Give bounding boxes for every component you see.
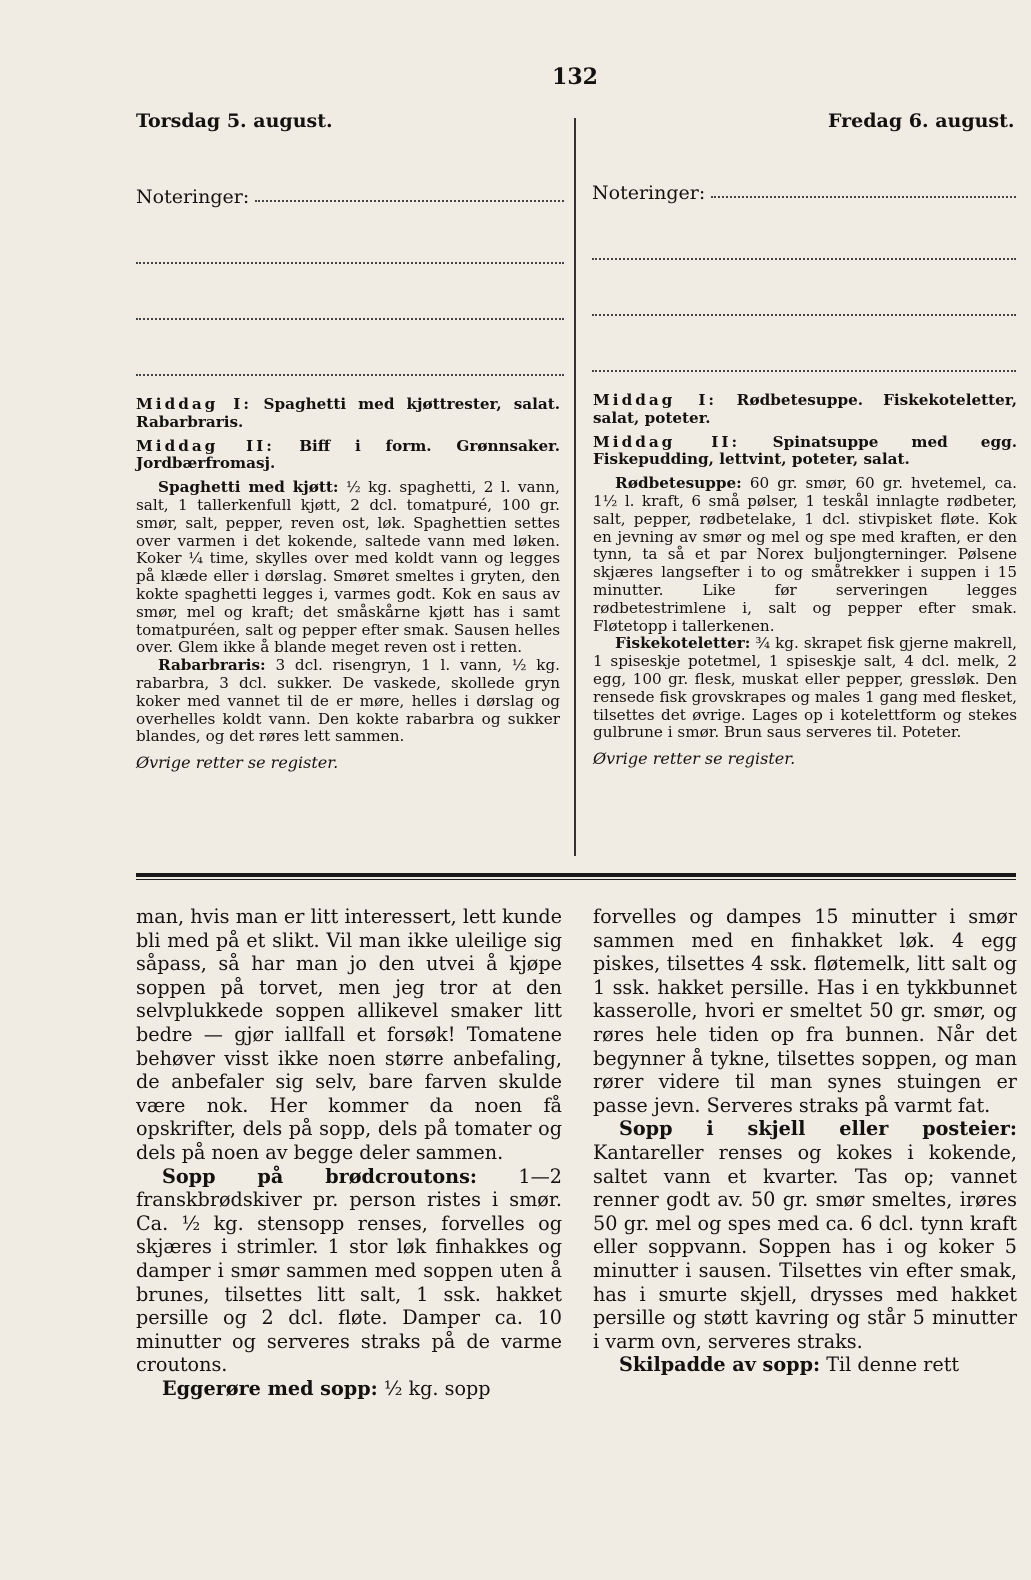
recipe-title: Spaghetti med kjøtt: [158,478,339,497]
day-heading-left: Torsdag 5. august. [136,110,333,132]
recipe-text: 1—2 franskbrødskiver pr. person ristes i smør. Ca. ½ kg. stensopp renses, forvelles og skjæres i strimler. 1 stor løk finhakkes og damper i smør sammen med soppen uten å brunes, tilsettes litt salt, 1 ssk. hakket persille og 2 dcl. fløte. Damper ca. 10 minutter og serveres straks på de varme croutons. [136,1164,562,1377]
recipe-title: Fiskekoteletter: [615,634,751,653]
section-rule [136,873,1016,877]
middag-text: Rødbetesuppe. Fiskekoteletter, salat, poteter. [593,391,1018,427]
recipe-rabarbraris [136,657,560,746]
recipe-title: Eggerøre med sopp: [162,1376,378,1400]
recipe-text: 3 dcl. risengryn, 1 l. vann, ½ kg. rabarbra, 3 dcl. sukker. De vaskede, skollede gryn koker med vannet til de er møre, helles i dørslag og overhelles koldt vann. Den kokte rabarbra og sukker blandes, og det røres lett sammen. [136,656,560,746]
recipe-text: ½ kg. sopp [383,1376,491,1400]
notes-label: Noteringer: [136,186,250,208]
recipe-eggerore [136,1377,562,1401]
recipe-text: 60 gr. smør, 60 gr. hvetemel, ca. 1½ l. kraft, 6 små pølser, 1 teskål innlagte rødbeter, salt, pepper, rødbetelake, 1 dcl. stivpisket fløte. Kok en jevning av smør og mel og spe med kraften, er den tynn, ta så et par Norex buljongterninger. Pølsene skjæres langsefter i to og småtrekker i suppen i 15 minutter. Like før serveringen legges rødbetestrimlene i, salt og pepper efter smak. Fløtetopp i tallerkenen. [593,474,1018,635]
recipe-spaghetti [136,479,560,657]
article-paragraph: man, hvis man er litt interessert, lett kunde bli med på et slikt. Vil man ikke uleilige sig såpass, så har man jo den utvei å kjøpe soppen på torvet, men jeg tror at den selvplukkede soppen allikevel smaker litt bedre — gjør iallfall et forsøk! Tomatene behøver visst ikke noen større anbefaling, de anbefaler sig selv, bare farven skulde være nok. Her kommer da noen få opskrifter, dels på sopp, dels på tomater og dels på noen av begge deler sammen. [136,905,562,1164]
menu-column-left [136,396,560,778]
column-divider [574,118,576,856]
article-paragraph: forvelles og dampes 15 minutter i smør sammen med en finhakket løk. 4 egg piskes, tilsettes 4 ssk. fløtemelk, litt salt og 1 ssk. hakket persille. Has i en tykkbunnet kasserolle, hvori er smeltet 50 gr. smør, og røres hele tiden op fra bunnen. Når det begynner å tykne, tilsettes soppen, og man rører videre til man synes stuingen er passe jevn. Serveres straks på varmt fat. [593,905,1017,1117]
notes-dotted-line [592,314,1016,316]
middag-label: Middag I: [136,395,252,413]
menu-column-right [593,392,1017,774]
recipe-text: Kantareller renses og kokes i kokende, saltet vann et kvarter. Tas op; vannet renner godt av. 50 gr. smør smeltes, irøres 50 gr. mel og spes med ca. 6 dcl. tynn kraft eller soppvann. Soppen has i og koker 5 minutter i sausen. Tilsettes vin efter smak, has i smurte skjell, drysses med hakket persille og støtt kavring og står 5 minutter i varm ovn, serveres straks. [593,1140,1017,1353]
middag-2 [136,438,560,474]
notes-label: Noteringer: [592,182,706,204]
notes-section-left [136,180,564,376]
middag-text: Spinatsuppe med egg. Fiskepudding, lettvint, poteter, salat. [593,432,1017,469]
day-heading-right: Fredag 6. august. [828,110,1015,132]
article-column-right [593,905,1017,1377]
recipe-fiskekoteletter [593,635,1017,742]
recipe-title: Rødbetesuppe: [615,474,742,493]
recipe-skilpadde [593,1353,1017,1377]
recipe-title: Skilpadde av sopp: [619,1353,821,1377]
middag-1 [136,396,560,432]
recipe-rodbetesuppe [593,475,1017,635]
notes-section-right [592,176,1016,372]
middag-text: Biff i form. Grønnsaker. Jordbærfromasj. [136,436,561,473]
notes-dotted-line [592,258,1016,260]
page-number: 132 [552,64,598,90]
notes-dotted-line [136,262,564,264]
middag-label: Middag II: [593,432,741,451]
recipe-sopp-croutons [136,1165,562,1377]
notes-dotted-line [711,196,1016,198]
middag-text: Spaghetti med kjøttrester, salat. Rabarbraris. [136,395,561,431]
recipe-sopp-skjell [593,1117,1017,1353]
register-note: Øvrige retter se register. [136,753,339,773]
notes-dotted-line [255,200,564,202]
middag-1 [593,392,1017,428]
notes-dotted-line [136,374,564,376]
recipe-text: ½ kg. spaghetti, 2 l. vann, salt, 1 tallerkenfull kjøtt, 2 dcl. tomatpuré, 100 gr. smør, salt, pepper, reven ost, løk. Spaghettien settes over varmen i det kokende, saltede vann med løken. Koker ¼ time, skylles over med koldt vann og legges på klæde eller i dørslag. Smøret smeltes i gryten, den kokte spaghetti legges i, varmes godt. Kok en saus av smør, mel og kraft; det småskårne kjøtt has i samt tomatpuréen, salt og pepper efter smak. Sausen helles over. Glem ikke å blande meget reven ost i retten. [136,478,561,657]
recipe-text: Til denne rett [826,1353,960,1377]
article-column-left [136,905,562,1400]
recipe-title: Rabarbraris: [158,656,266,675]
notes-dotted-line [136,318,564,320]
middag-label: Middag I: [593,391,718,409]
register-note: Øvrige retter se register. [593,749,796,769]
middag-label: Middag II: [136,436,275,455]
notes-dotted-line [592,370,1016,372]
recipe-text: ¾ kg. skrapet fisk gjerne makrell, 1 spiseskje potetmel, 1 spiseskje salt, 4 dcl. melk, 2 egg, 100 gr. flesk, muskat eller pepper, gressløk. Den rensede fisk grovskrapes og males 1 gang med flesket, tilsettes det øvrige. Lages op i kotelettform og stekes gulbrune i smør. Brun saus serveres til. Poteter. [593,634,1018,742]
recipe-title: Sopp på brødcroutons: [162,1164,478,1188]
recipe-title: Sopp i skjell eller posteier: [619,1117,1017,1141]
middag-2 [593,434,1017,470]
section-rule-thin [136,879,1016,880]
